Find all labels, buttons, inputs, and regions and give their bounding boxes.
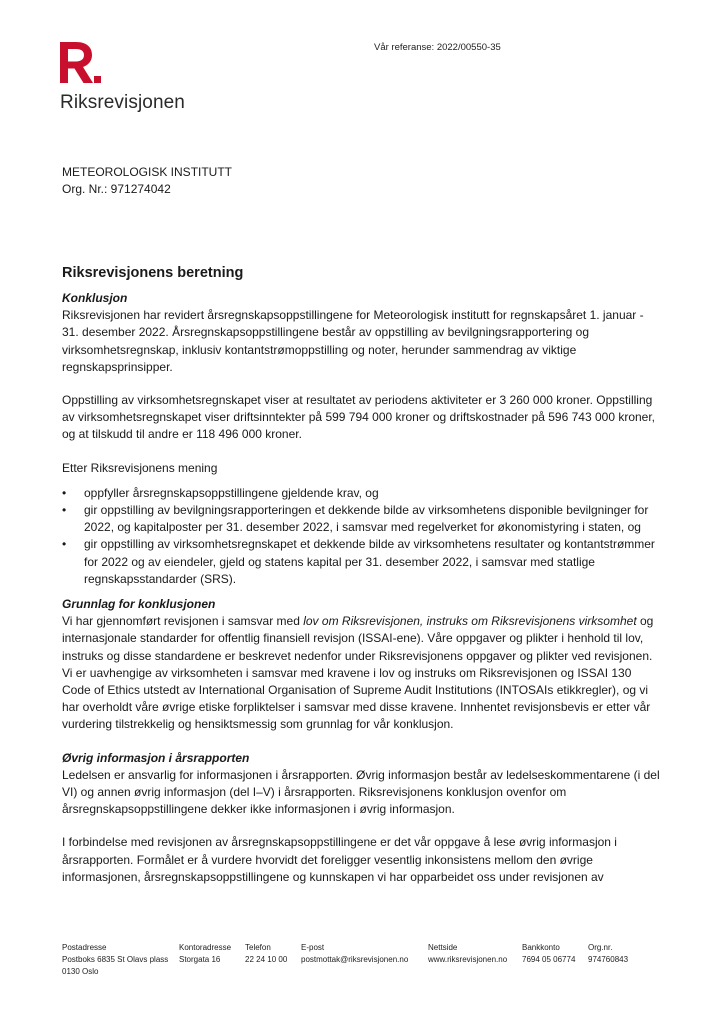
bullet-icon: •: [62, 503, 67, 518]
recipient-block: [62, 164, 232, 198]
conclusion-heading: Konklusjon: [62, 291, 128, 305]
footer-bankkonto: Bankkonto 7694 05 06774: [522, 943, 576, 964]
reference-number: Vår referanse: 2022/00550-35: [374, 42, 501, 53]
bullet-icon: •: [62, 485, 67, 500]
other-info-paragraph-2: I forbindelse med revisjonen av årsregnskapsoppstillingene er det vår oppgave å lese øvrig informasjon i årsrapporten. Formålet er å vurdere hvorvidt det foreligger vesentlig inkonsistens mellom den øvrige informasjonen, årsregnskapsoppstillingene og kunnskapen vi har opparbeidet oss under revisjonen av: [62, 835, 617, 884]
report-body: [62, 264, 662, 886]
bullet-icon: •: [62, 537, 67, 552]
footer-kontoradresse: Kontoradresse Storgata 16: [179, 943, 232, 964]
report-title: Riksrevisjonens beretning: [62, 265, 244, 281]
riksrevisjonen-logo: [60, 42, 185, 113]
footer-email-link[interactable]: postmottak@riksrevisjonen.no: [301, 955, 409, 964]
list-item: • oppfyller årsregnskapsoppstillingene gjeldende krav, og: [62, 485, 662, 502]
conclusion-paragraph-2: Oppstilling av virksomhetsregnskapet viser at resultatet av periodens aktiviteter er 3 260 000 kroner. Oppstilling av virksomhetsregnskapet viser driftsinntekter på 599 794 000 kroner og driftskostnader på 596 743 000 kroner, og at tilskudd til andre er 118 496 000 kroner.: [62, 393, 656, 442]
opinion-list: [62, 485, 662, 588]
footer-postadresse: Postadresse Postboks 6835 St Olavs plass 0130 Oslo: [62, 943, 169, 976]
other-info-heading: Øvrig informasjon i årsrapporten: [62, 750, 250, 765]
logo-r-mark-icon: [60, 42, 102, 86]
basis-italic-law: lov om Riksrevisjonen, instruks om Riksrevisjonens virksomhet: [303, 614, 637, 629]
logo-r-letter: [60, 42, 93, 83]
footer-website-link[interactable]: www.riksrevisjonen.no: [428, 955, 508, 964]
recipient-org-nr: Org. Nr.: 971274042: [62, 182, 171, 196]
list-item: • gir oppstilling av bevilgningsrapporteringen et dekkende bilde av virksomhetens disponible bevilgninger for 2022, og kapitalposter per 31. desember 2022, i samsvar med regelverket for økonomistyring i staten, og: [62, 503, 649, 535]
other-info-paragraph-1: Ledelsen er ansvarlig for informasjonen i årsrapporten. Øvrig informasjon består av ledelseskommentarene (i del VI) og annen øvrig informasjon (del I–V) i årsrapporten. Riksrevisjonens konklusjon ovenfor om årsregnskapsoppstillingene dekker ikke informasjonen i øvrig informasjon.: [62, 767, 660, 817]
logo-wordmark: Riksrevisjonen: [60, 92, 185, 113]
basis-heading: Grunnlag for konklusjonen: [62, 597, 216, 612]
list-item: • gir oppstilling av virksomhetsregnskapet et dekkende bilde av virksomhetens resultater og kontantstrømmer for 2022 og av eiendeler, gjeld og statens kapital per 31. desember 2022, i samsvar med statlige regnskapsstandarder (SRS).: [62, 537, 655, 586]
footer-nettside: Nettside www.riksrevisjonen.no: [428, 943, 508, 964]
conclusion-paragraph-1: Riksrevisjonen har revidert årsregnskapsoppstillingene for Meteorologisk institutt for regnskapsåret 1. januar - 31. desember 2022. Årsregnskapsoppstillingene består av oppstilling av bevilgningsrapportering og virksomhetsregnskap, inklusiv kontantstrømoppstilling og noter, herunder sammendrag av viktige regnskapsprinsipper.: [62, 308, 644, 374]
opinion-intro: Etter Riksrevisjonens mening: [62, 460, 218, 475]
footer-orgnr: Org.nr. 974760843: [588, 943, 629, 964]
footer-telefon: Telefon 22 24 10 00: [245, 943, 288, 964]
logo-dot: [94, 76, 101, 83]
basis-paragraph: Vi har gjennomført revisjonen i samsvar med lov om Riksrevisjonen, instruks om Riksrevisjonens virksomhet og internasjonale standarder for offentlig finansiell revisjon (ISSAI-ene). Våre oppgaver og plikter i henhold til lov, instruks og disse standardene er beskrevet nedenfor under Riksrevisjonens oppgaver og plikter ved revisjonen. Vi er uavhengige av virksomheten i samsvar med kravene i lov og instruks om Riksrevisjonen og ISSAI 130 Code of Ethics utstedt av International Organisation of Supreme Audit Institutions (INTOSAIs etikkregler), og vi har overholdt våre øvrige etiske forpliktelser i samsvar med disse kravene. Innhentet revisjonsbevis er etter vår vurdering tilstrekkelig og hensiktsmessig som grunnlag for vår konklusjon.: [62, 614, 654, 732]
recipient-name: METEOROLOGISK INSTITUTT: [62, 165, 233, 179]
footer-epost: E-post postmottak@riksrevisjonen.no: [301, 943, 409, 964]
